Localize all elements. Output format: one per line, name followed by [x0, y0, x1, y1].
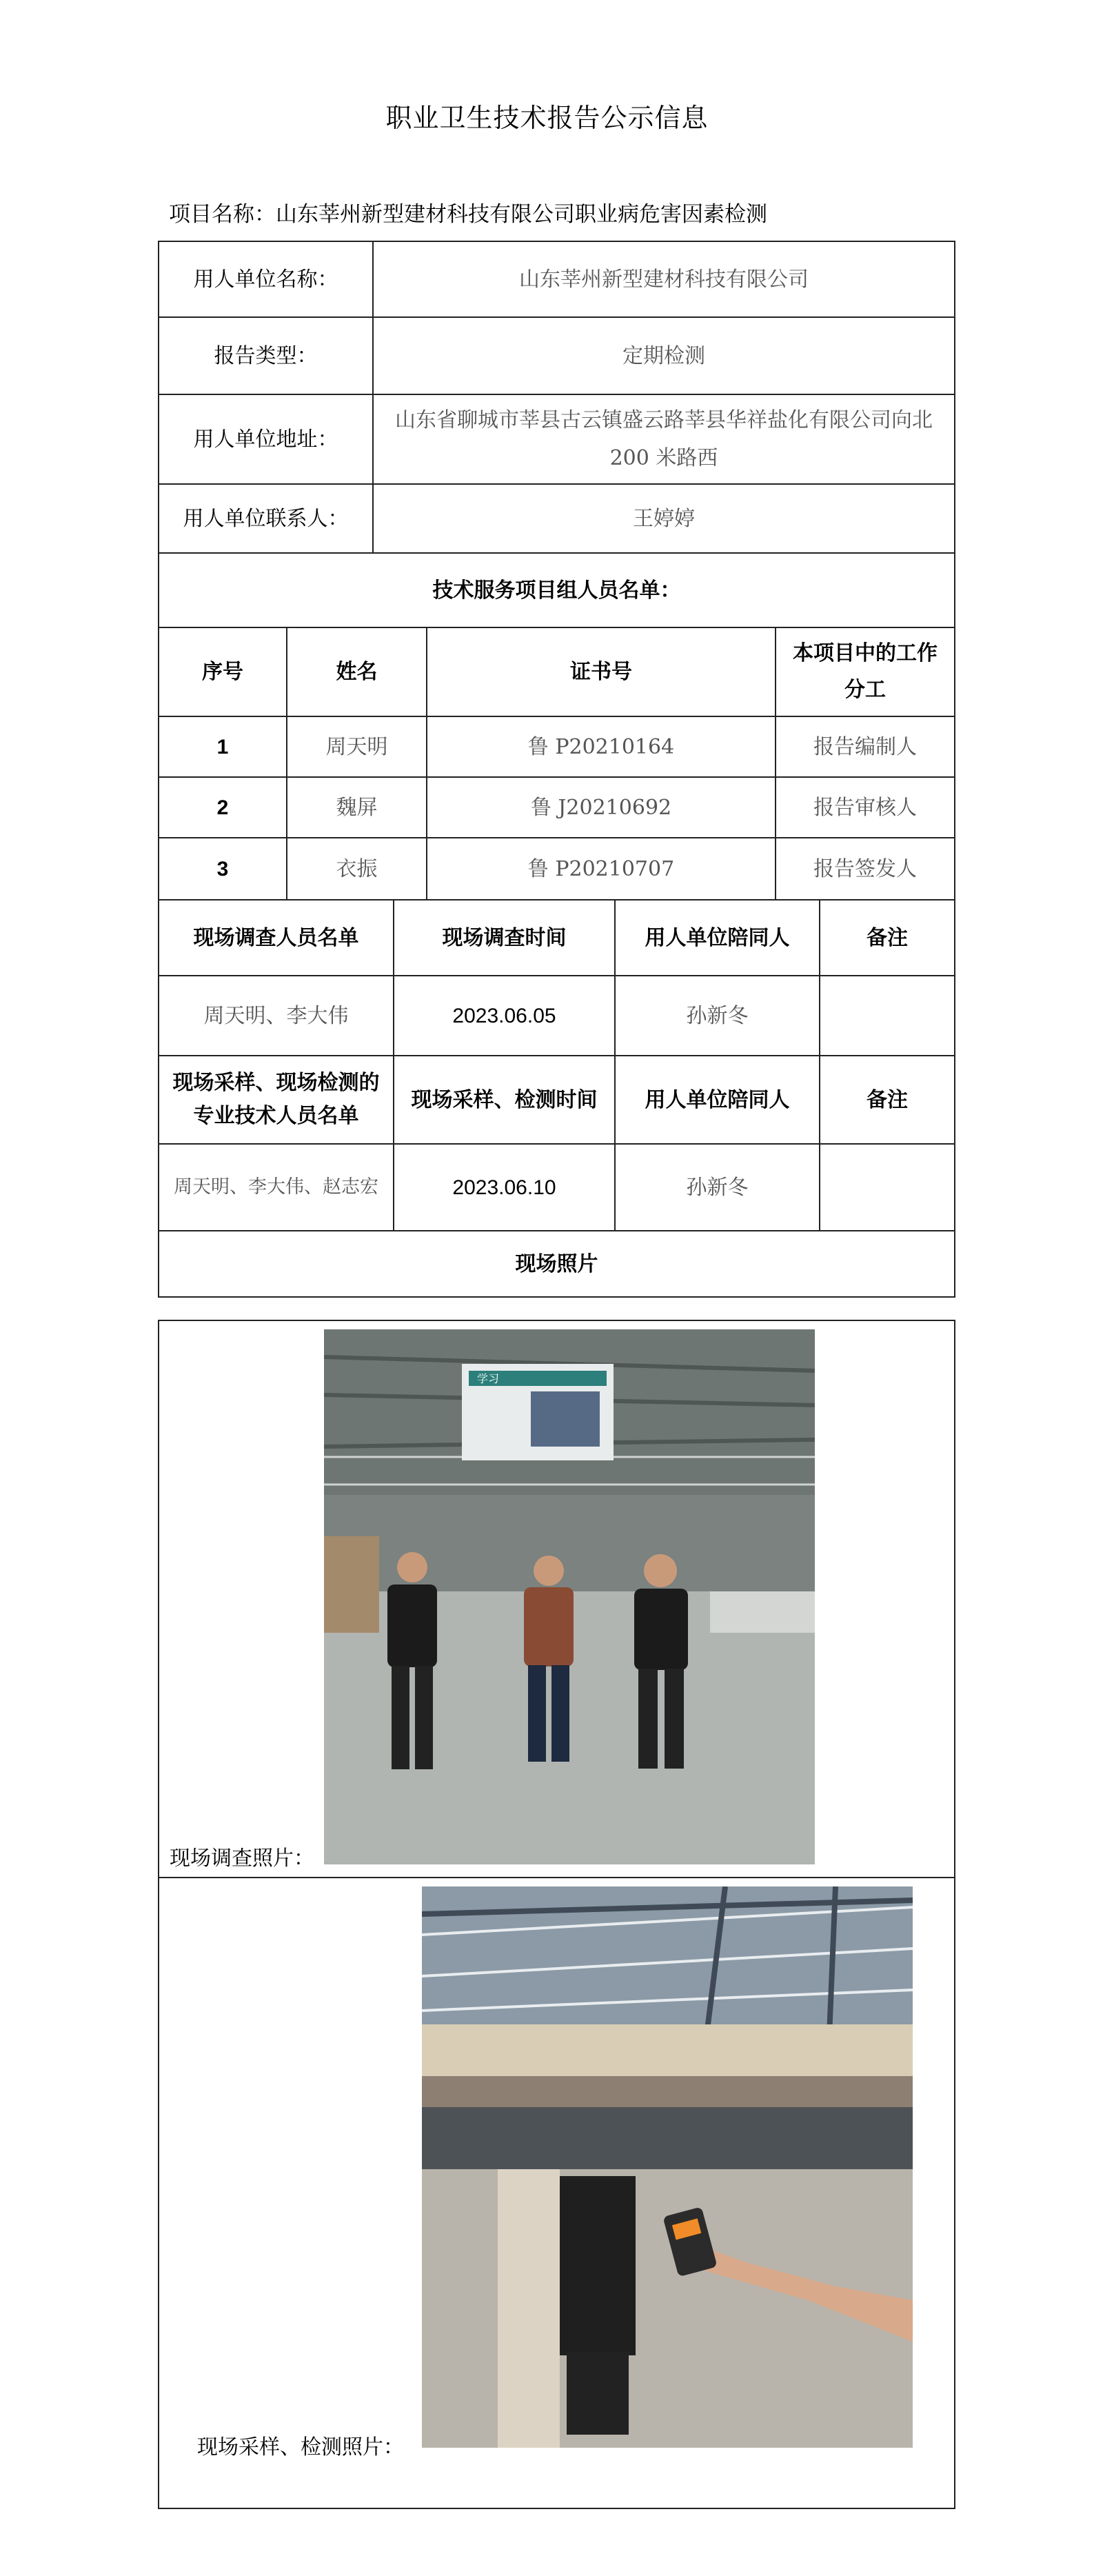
team-heading: 技术服务项目组人员名单：	[158, 552, 955, 628]
sampling-header-escort: 用人单位陪同人	[614, 1055, 820, 1145]
team-row-1-cert: 鲁 P20210164	[426, 716, 776, 778]
unit-name-label: 用人单位名称：	[158, 241, 374, 318]
address-value: 山东省聊城市莘县古云镇盛云路莘县华祥盐化有限公司向北 200 米路西	[372, 394, 955, 485]
sampling-photo	[422, 1886, 913, 2448]
report-type-value: 定期检测	[372, 316, 955, 395]
team-row-2-cert: 鲁 J20210692	[426, 776, 776, 838]
team-header-role: 本项目中的工作分工	[775, 627, 955, 717]
project-label: 项目名称：	[169, 202, 276, 227]
team-row-3-cert: 鲁 P20210707	[426, 837, 776, 900]
survey-note	[819, 975, 955, 1056]
sampling-header-time: 现场采样、检测时间	[393, 1055, 616, 1145]
team-row-1-role: 报告编制人	[775, 716, 955, 778]
sampling-header-staff: 现场采样、现场检测的专业技术人员名单	[158, 1055, 394, 1145]
survey-photo	[324, 1329, 815, 1864]
project-name	[169, 197, 767, 228]
survey-header-escort: 用人单位陪同人	[614, 899, 820, 976]
page-title: 职业卫生技术报告公示信息	[385, 103, 709, 133]
team-row-2-no: 2	[158, 776, 287, 838]
report-type-label: 报告类型：	[158, 316, 374, 395]
sampling-photo-caption: 现场采样、检测照片：	[197, 2435, 404, 2459]
team-row-2-role: 报告审核人	[775, 776, 955, 838]
team-header-cert: 证书号	[426, 627, 776, 717]
sampling-date: 2023.06.10	[393, 1143, 616, 1231]
contact-value: 王婷婷	[372, 483, 955, 554]
team-header-no: 序号	[158, 627, 287, 717]
survey-header-note: 备注	[819, 899, 955, 976]
banner-text: 学习	[477, 1372, 500, 1385]
contact-label: 用人单位联系人：	[158, 483, 374, 554]
sampling-header-note: 备注	[819, 1055, 955, 1145]
sampling-staff: 周天明、李大伟、赵志宏	[158, 1143, 394, 1231]
survey-photo-caption: 现场调查照片：	[170, 1847, 314, 1871]
sampling-note	[819, 1143, 955, 1231]
team-row-1-no: 1	[158, 716, 287, 778]
team-row-3-name: 衣振	[286, 837, 427, 900]
team-row-2-name: 魏屏	[286, 776, 427, 838]
sampling-escort: 孙新冬	[614, 1143, 820, 1231]
team-row-3-role: 报告签发人	[775, 837, 955, 900]
survey-header-staff: 现场调查人员名单	[158, 899, 394, 976]
survey-escort: 孙新冬	[614, 975, 820, 1056]
address-label: 用人单位地址：	[158, 394, 374, 485]
survey-staff: 周天明、李大伟	[158, 975, 394, 1056]
team-header-name: 姓名	[286, 627, 427, 717]
survey-header-time: 现场调查时间	[393, 899, 616, 976]
unit-name-value: 山东莘州新型建材科技有限公司	[372, 241, 955, 318]
team-row-3-no: 3	[158, 837, 287, 900]
team-row-1-name: 周天明	[286, 716, 427, 778]
photos-heading: 现场照片	[158, 1230, 955, 1298]
project-value: 山东莘州新型建材科技有限公司职业病危害因素检测	[276, 202, 767, 227]
survey-date: 2023.06.05	[393, 975, 616, 1056]
